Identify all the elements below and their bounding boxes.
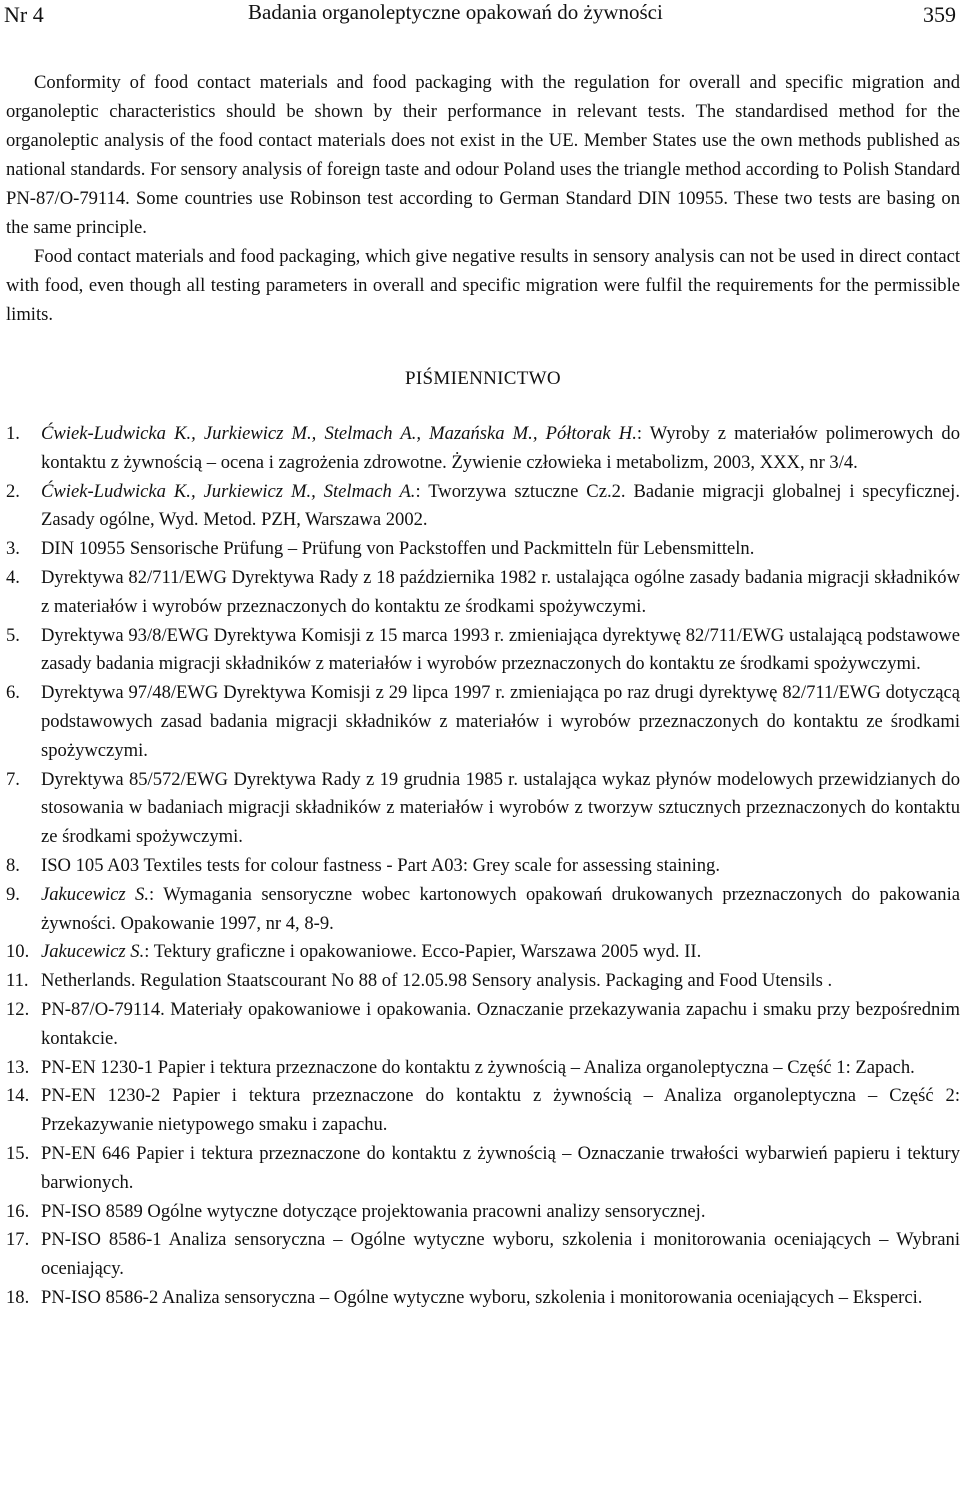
reference-text: Netherlands. Regulation Staatscourant No 88 of 12.05.98 Sensory analysis. Packaging and Food Utensils . <box>41 970 833 992</box>
reference-text: PN-ISO 8589 Ogólne wytyczne dotyczące projektowania pracowni analizy sensorycznej. <box>41 1200 706 1222</box>
reference-item <box>6 622 960 680</box>
page-header <box>0 0 960 36</box>
reference-number: 4. <box>6 566 20 588</box>
page-number: 359 <box>923 2 956 27</box>
reference-item <box>6 766 960 852</box>
reference-item <box>6 1082 960 1140</box>
reference-text: PN-ISO 8586-2 Analiza sensoryczna – Ogólne wytyczne wyboru, szkolenia i monitorowania oceniających – Eksperci. <box>41 1286 923 1308</box>
reference-number: 17. <box>6 1229 30 1251</box>
reference-authors: Ćwiek-Ludwicka K., Jurkiewicz M., Stelmach A., Mazańska M., Półtorak H. <box>41 423 637 444</box>
reference-text: : Wymagania sensoryczne wobec kartonowych opakowań drukowanych przeznaczonych do pakowania żywności. Opakowanie 1997, nr 4, 8-9. <box>41 883 960 934</box>
reference-number: 9. <box>6 883 20 905</box>
reference-item <box>6 1284 960 1313</box>
article-body <box>6 68 960 1313</box>
reference-number: 16. <box>6 1200 30 1222</box>
references-heading: PIŚMIENNICTWO <box>405 368 561 389</box>
reference-text: PN-EN 1230-2 Papier i tektura przeznaczone do kontaktu z żywnością – Analiza organoleptyczna – Część 2: Przekazywanie nietypowego smaku i zapachu. <box>41 1085 960 1136</box>
reference-text: PN-EN 646 Papier i tektura przeznaczone do kontaktu z żywnością – Oznaczanie trwałości wybarwień papieru i tektury barwionych. <box>41 1142 960 1193</box>
reference-text: PN-87/O-79114. Materiały opakowaniowe i opakowania. Oznaczanie przekazywania zapachu i smaku przy bezpośrednim kontakcie. <box>41 998 960 1049</box>
reference-text: DIN 10955 Sensorische Prüfung – Prüfung von Packstoffen und Packmitteln für Lebensmitteln. <box>41 538 755 560</box>
reference-text: Dyrektywa 97/48/EWG Dyrektywa Komisji z 29 lipca 1997 r. zmieniająca po raz drugi dyrektywę 82/711/EWG dotyczącą podstawowych zasad badania migracji składników z materiałów i wyrobów przeznaczonych do kontaktu ze środkami spożywczymi. <box>41 682 960 761</box>
reference-authors: Jakucewicz S. <box>41 883 149 905</box>
reference-number: 14. <box>6 1085 30 1107</box>
journal-issue: Nr 4 <box>4 2 44 27</box>
reference-item <box>6 564 960 622</box>
reference-item <box>6 1140 960 1198</box>
reference-text: : Wyroby z materiałów polimerowych do kontaktu z żywnością – ocena i zagrożenia zdrowotne. Żywienie człowieka i metabolizm, 2003, XXX, nr 3/4. <box>41 423 960 473</box>
reference-text: : Tworzywa sztuczne Cz.2. Badanie migracji globalnej i specyficznej. Zasady ogólne, Wyd. Metod. PZH, Warszawa 2002. <box>41 480 960 531</box>
reference-number: 13. <box>6 1056 30 1078</box>
reference-item <box>6 679 960 765</box>
reference-item <box>6 1198 960 1227</box>
reference-item <box>6 478 960 536</box>
reference-number: 11. <box>6 970 29 992</box>
reference-number: 18. <box>6 1286 30 1308</box>
paragraph: Conformity of food contact materials and food packaging with the regulation for overall and specific migration and organoleptic characteristics should be shown by their performance in relevant tests. The standardised method for the organoleptic analysis of the food contact materials does not exist in the UE. Member States use the own methods published as national standards. For sensory analysis of foreign taste and odour Poland uses the triangle method according to Polish Standard PN-87/O-79114. Some countries use Robinson test according to German Standard DIN 10955. These two tests are basing on the same principle. <box>6 72 960 238</box>
reference-text: PN-EN 1230-1 Papier i tektura przeznaczone do kontaktu z żywnością – Analiza organoleptyczna – Część 1: Zapach. <box>41 1056 915 1078</box>
reference-text: ISO 105 A03 Textiles tests for colour fastness - Part A03: Grey scale for assessing staining. <box>41 854 720 876</box>
references-list <box>6 420 960 1313</box>
reference-item <box>6 1226 960 1284</box>
reference-item <box>6 967 960 996</box>
reference-number: 1. <box>6 423 20 444</box>
reference-text: Dyrektywa 85/572/EWG Dyrektywa Rady z 19 grudnia 1985 r. ustalająca wykaz płynów modelowych przewidzianych do stosowania w badaniach migracji składników z materiałów i wyrobów z tworzyw sztucznych przeznaczonych do kontaktu ze środkami spożywczymi. <box>41 768 960 848</box>
reference-item <box>6 938 960 967</box>
reference-number: 6. <box>6 682 20 704</box>
reference-number: 10. <box>6 941 30 963</box>
running-title: Badania organoleptyczne opakowań do żywności <box>248 0 663 24</box>
reference-number: 7. <box>6 768 20 790</box>
reference-number: 2. <box>6 480 20 502</box>
reference-item <box>6 881 960 939</box>
reference-item <box>6 420 960 478</box>
reference-authors: Ćwiek-Ludwicka K., Jurkiewicz M., Stelmach A. <box>41 480 416 502</box>
reference-number: 15. <box>6 1142 30 1164</box>
paragraph: Food contact materials and food packaging, which give negative results in sensory analysis can not be used in direct contact with food, even though all testing parameters in overall and specific migration were fulfil the requirements for the permissible limits. <box>6 246 960 325</box>
reference-number: 5. <box>6 624 20 646</box>
reference-text: : Tektury graficzne i opakowaniowe. Ecco-Papier, Warszawa 2005 wyd. II. <box>144 941 702 963</box>
reference-item <box>6 535 960 564</box>
reference-authors: Jakucewicz S. <box>41 941 145 963</box>
reference-number: 8. <box>6 854 20 876</box>
reference-number: 12. <box>6 998 30 1020</box>
reference-item <box>6 996 960 1054</box>
reference-text: Dyrektywa 93/8/EWG Dyrektywa Komisji z 15 marca 1993 r. zmieniająca dyrektywę 82/711/EWG ustalającą podstawowe zasady badania migracji składników z materiałów i wyrobów przeznaczonych do kontaktu ze środkami spożywczymi. <box>41 624 960 675</box>
reference-item <box>6 852 960 881</box>
reference-item <box>6 1054 960 1083</box>
reference-text: PN-ISO 8586-1 Analiza sensoryczna – Ogólne wytyczne wyboru, szkolenia i monitorowania oceniających – Wybrani oceniający. <box>41 1229 960 1280</box>
reference-number: 3. <box>6 538 20 560</box>
reference-text: Dyrektywa 82/711/EWG Dyrektywa Rady z 18 października 1982 r. ustalająca ogólne zasady badania migracji składników z materiałów i wyrobów przeznaczonych do kontaktu ze środkami spożywczymi. <box>41 566 960 617</box>
